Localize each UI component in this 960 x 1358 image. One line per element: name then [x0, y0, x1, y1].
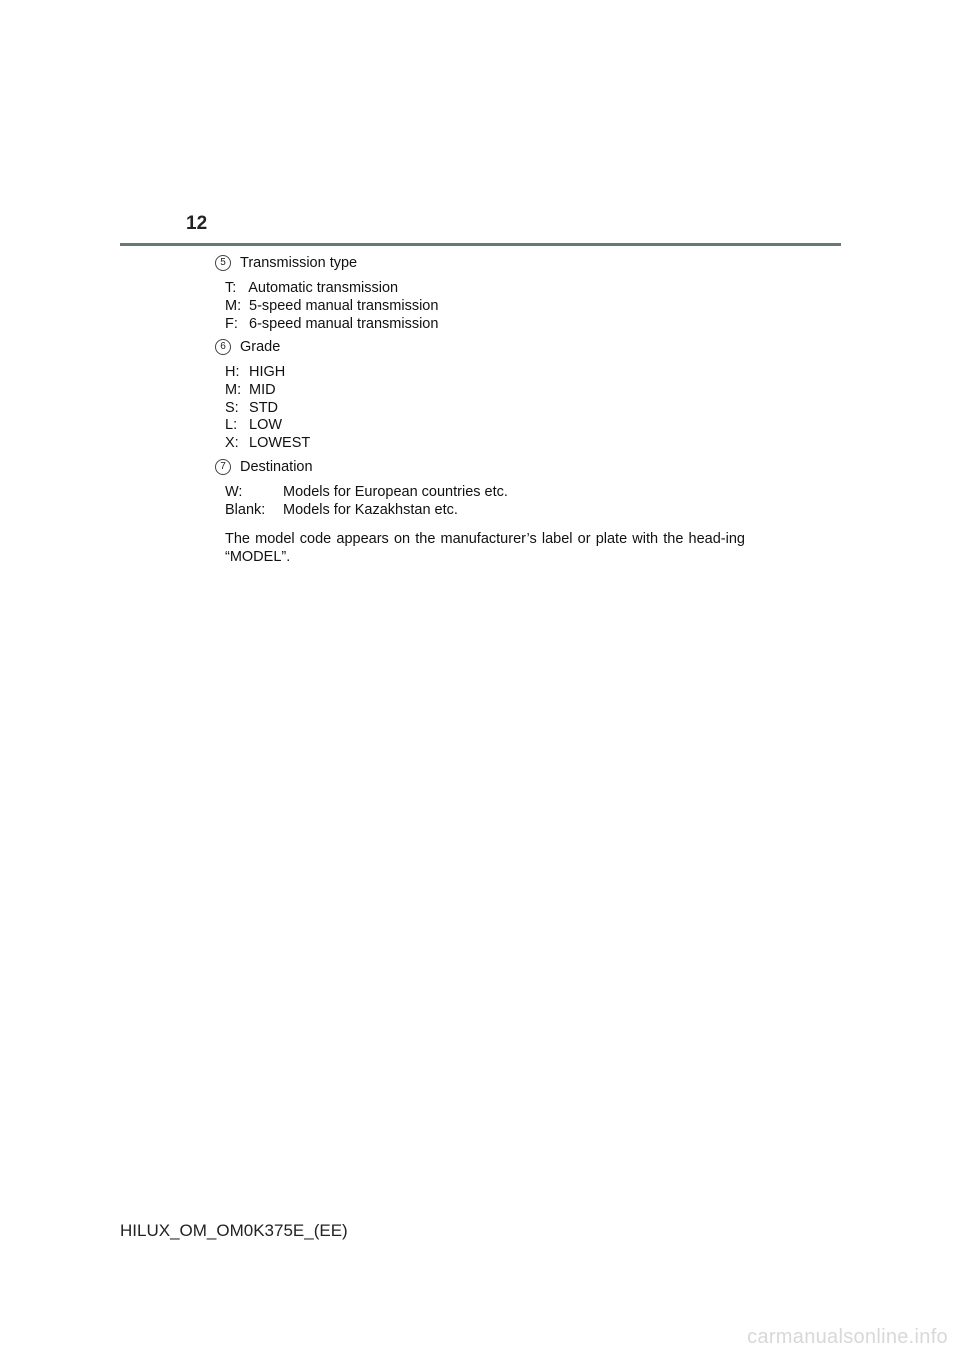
page-number: 12: [186, 213, 208, 234]
list-item: M: 5-speed manual transmission: [225, 298, 439, 314]
list-item: M: MID: [225, 382, 276, 398]
section-grade: [215, 339, 280, 355]
list-item: T: Automatic transmission: [225, 280, 399, 296]
header-rule: [120, 243, 841, 246]
document-code-footer: HILUX_OM_OM0K375E_(EE): [120, 1221, 348, 1240]
section-title: Transmission type: [240, 255, 358, 271]
section-destination: [215, 459, 313, 475]
circled-number-5-icon: 5: [215, 255, 231, 271]
list-item: F: 6-speed manual transmission: [225, 316, 439, 332]
watermark: carmanualsonline.info: [747, 1326, 948, 1348]
list-item: L: LOW: [225, 417, 283, 433]
section-title: Grade: [240, 339, 281, 355]
list-item: H: HIGH: [225, 364, 286, 380]
list-item: S: STD: [225, 400, 279, 416]
circled-number-7-icon: 7: [215, 459, 231, 475]
list-item: W: Models for European countries etc.: [225, 484, 508, 500]
section-transmission-type: [215, 255, 357, 271]
model-code-note: The model code appears on the manufacturer’s label or plate with the head-ing “MODEL”.: [225, 531, 745, 565]
section-title: Destination: [240, 459, 313, 475]
list-item: Blank: Models for Kazakhstan etc.: [225, 502, 458, 518]
circled-number-6-icon: 6: [215, 339, 231, 355]
list-item: X: LOWEST: [225, 435, 311, 451]
